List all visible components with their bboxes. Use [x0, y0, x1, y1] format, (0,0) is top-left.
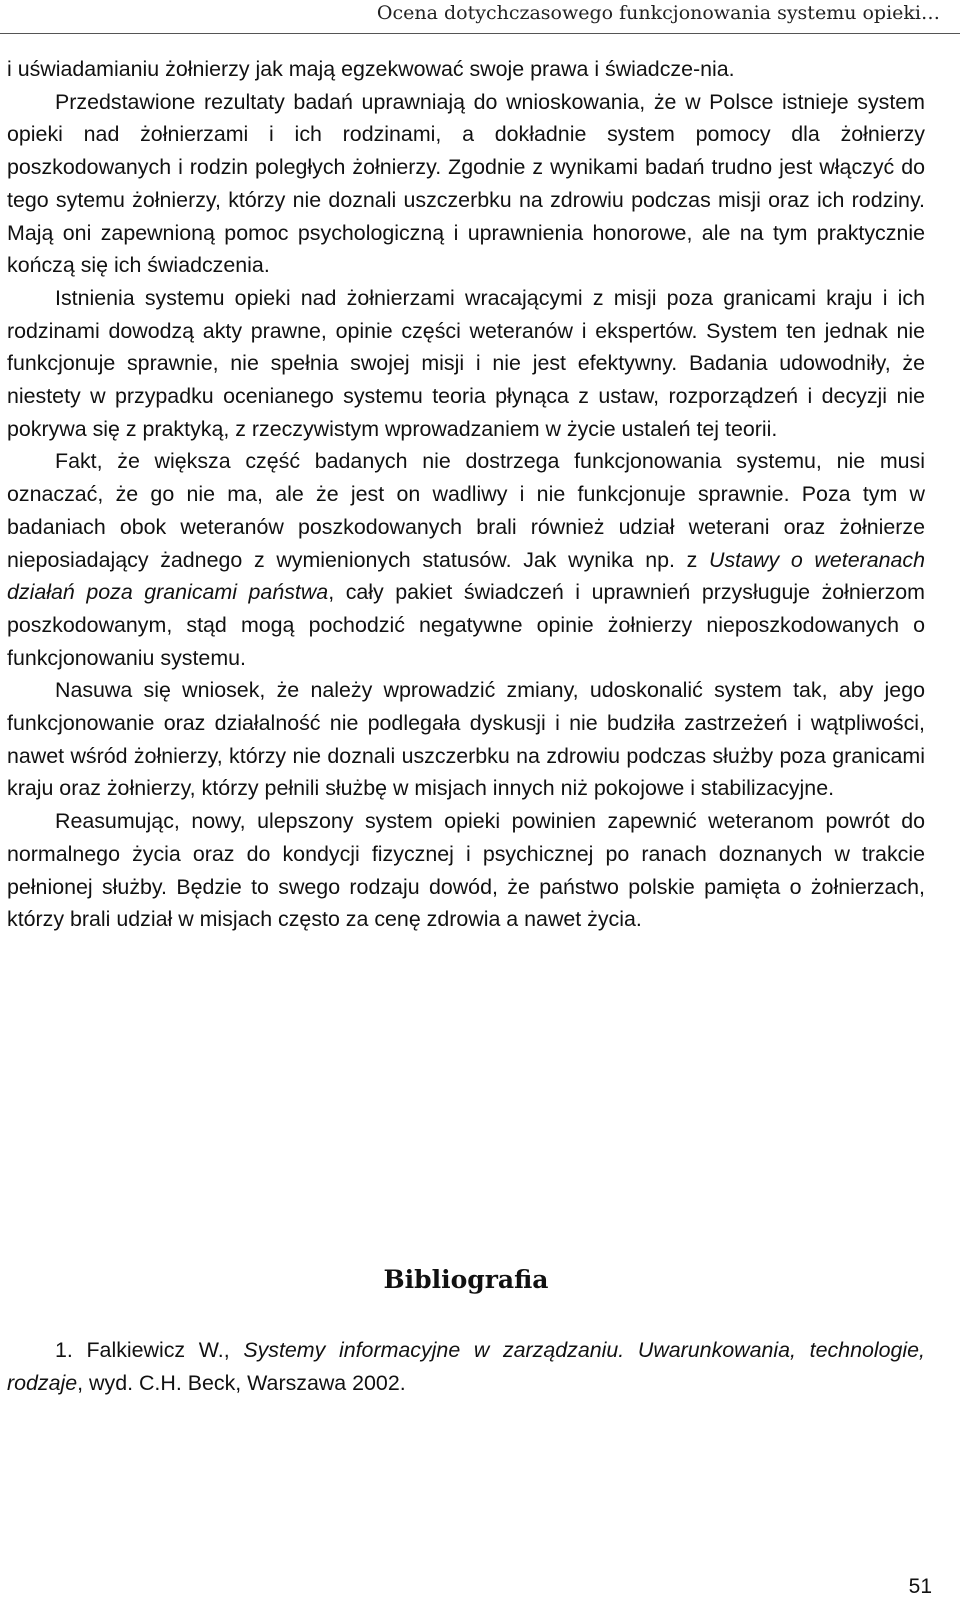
paragraph: [7, 445, 925, 674]
bibliography-title: Systemy informacyjne w zarządzaniu. Uwarunkowania, technologie, rodzaje: [7, 1338, 926, 1395]
body-text: [7, 53, 925, 936]
bibliography-list: [7, 1334, 925, 1399]
act-title: Ustawy o weteranach działań poza granicami państwa: [7, 547, 926, 605]
bibliography-author: 1. Falkiewicz W.,: [55, 1338, 244, 1362]
bibliography-heading: Bibliografia: [383, 1265, 549, 1294]
paragraph: [7, 53, 925, 86]
paragraph-text: Przedstawione rezultaty badań uprawniają do wnioskowania, że w Polsce istnieje system opieki nad żołnierzami i ich rodzinami, a dokładnie system pomocy dla żołnierzy poszkodowanych i rodzin poległych żołnierzy. Zgodnie z wynikami badań trudno jest włączyć do tego sytemu żołnierzy, którzy nie doznali uszczerbku na zdrowiu podczas misji oraz ich rodziny. Mają oni zapewnioną pomoc psychologiczną i uprawnienia honorowe, ale na tym praktycznie kończą się ich świadczenia.: [7, 89, 925, 278]
running-header: [0, 0, 960, 34]
paragraph-text: Fakt, że większa część badanych nie dostrzega funkcjonowania systemu, nie musi oznaczać, że go nie ma, ale że jest on wadliwy i nie funkcjonuje sprawnie. Poza tym w badaniach obok weteranów poszkodowanych brali również udział weterani oraz żołnierze nieposiadający żadnego z wymienionych statusów. Jak wynika np. z: [7, 449, 925, 572]
paragraph-text: Reasumując, nowy, ulepszony system opieki powinien zapewnić weteranom powrót do normalnego życia oraz do kondycji fizycznej i psychicznej po ranach doznanych w trakcie pełnionej służby. Będzie to swego rodzaju dowód, że państwo polskie pamięta o żołnierzach, którzy brali udział w misjach często za cenę zdrowia a nawet życia.: [7, 809, 925, 932]
paragraph-text: Istnienia systemu opieki nad żołnierzami wracającymi z misji poza granicami kraju i ich rodzinami dowodzą akty prawne, opinie części weteranów i ekspertów. System ten jednak nie funkcjonuje sprawnie, nie spełnia swojej misji i nie jest efektywny. Badania udowodniły, że niestety w przypadku ocenianego systemu teoria płynąca z ustaw, rozporządzeń i decyzji nie pokrywa się z praktyką, z rzeczywistym wprowadzaniem w życie ustaleń tej teorii.: [7, 285, 925, 441]
paragraph: [7, 282, 925, 446]
paragraph: [7, 805, 925, 936]
paragraph-text: , cały pakiet świadczeń i uprawnień przysługuje żołnierzom poszkodowanym, stąd mogą pochodzić negatywne opinie żołnierzy nieposzkodowanych o funkcjonowaniu systemu.: [7, 580, 926, 670]
paragraph-text: i uświadamianiu żołnierzy jak mają egzekwować swoje prawa i świadcze-nia.: [7, 57, 735, 81]
bibliography-item: [7, 1334, 925, 1399]
bibliography-publisher: , wyd. C.H. Beck, Warszawa 2002.: [77, 1370, 406, 1395]
paragraph: [7, 674, 925, 805]
page-number: 51: [908, 1575, 932, 1598]
running-title: Ocena dotychczasowego funkcjonowania systemu opieki…: [376, 2, 940, 24]
paragraph-text: Nasuwa się wniosek, że należy wprowadzić zmiany, udoskonalić system tak, aby jego funkcjonowanie oraz działalność nie podlegała dyskusji i nie budziła zastrzeżeń i wątpliwości, nawet wśród żołnierzy, którzy nie doznali uszczerbku na zdrowiu podczas służby poza granicami kraju oraz żołnierzy, którzy pełnili służbę w misjach innych niż pokojowe i stabilizacyjne.: [7, 678, 925, 801]
paragraph: [7, 86, 925, 282]
